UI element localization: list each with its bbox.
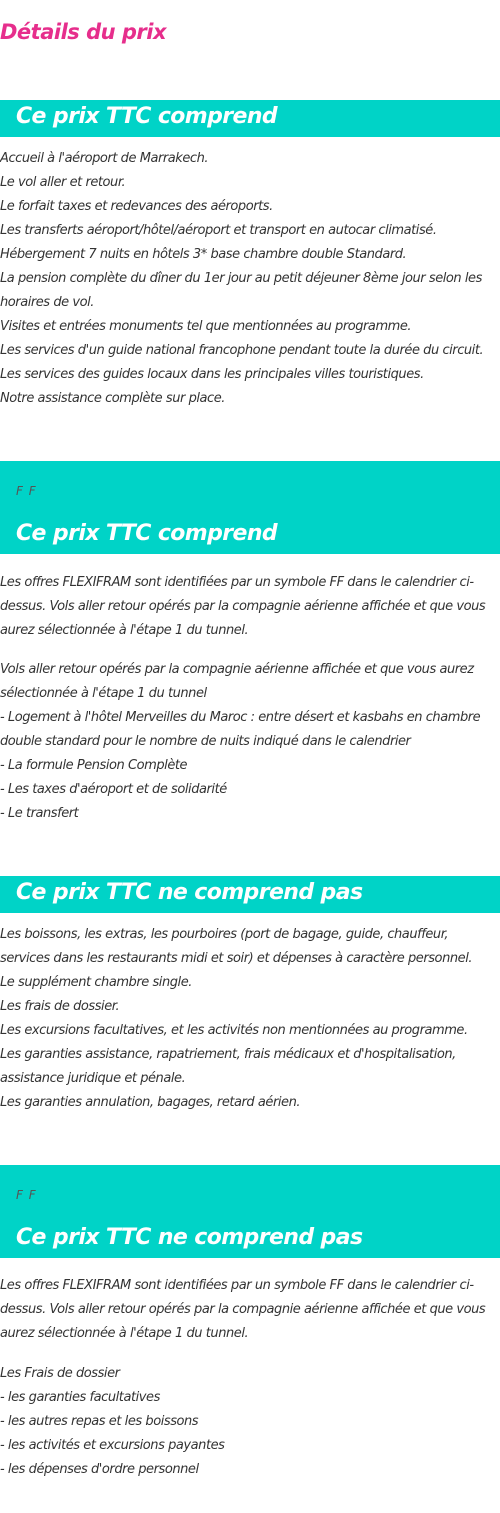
- section-title: Ce prix TTC ne comprend pas: [16, 1225, 363, 1250]
- text-line: Les frais de dossier.: [0, 999, 120, 1014]
- text-line: - les dépenses d'ordre personnel: [0, 1462, 199, 1477]
- section-header-ff-not-included: [0, 1165, 500, 1258]
- section-title: Ce prix TTC comprend: [16, 521, 278, 546]
- text-line: sélectionnée à l'étape 1 du tunnel: [0, 686, 207, 701]
- text-line: Les garanties annulation, bagages, retard aérien.: [0, 1095, 301, 1110]
- section-body-ff-included: [0, 571, 500, 643]
- text-line: La pension complète du dîner du 1er jour au petit déjeuner 8ème jour selon les: [0, 271, 482, 286]
- text-line: - La formule Pension Complète: [0, 758, 188, 773]
- text-line: Notre assistance complète sur place.: [0, 391, 225, 406]
- text-line: Les offres FLEXIFRAM sont identifiées par un symbole FF dans le calendrier ci-: [0, 1278, 474, 1293]
- text-line: Le forfait taxes et redevances des aéroports.: [0, 199, 273, 214]
- text-line: Accueil à l'aéroport de Marrakech.: [0, 151, 209, 166]
- text-line: - les autres repas et les boissons: [0, 1414, 199, 1429]
- text-line: aurez sélectionnée à l'étape 1 du tunnel.: [0, 623, 249, 638]
- text-line: - Les taxes d'aéroport et de solidarité: [0, 782, 227, 797]
- text-line: - Le transfert: [0, 806, 79, 821]
- text-line: Les transferts aéroport/hôtel/aéroport et transport en autocar climatisé.: [0, 223, 437, 238]
- text-line: Hébergement 7 nuits en hôtels 3* base chambre double Standard.: [0, 247, 407, 262]
- text-line: Le vol aller et retour.: [0, 175, 126, 190]
- flexifram-tag: F F: [16, 1188, 37, 1202]
- section-body-ff-not-included: [0, 1274, 500, 1346]
- text-line: Les services des guides locaux dans les principales villes touristiques.: [0, 367, 424, 382]
- text-line: Les garanties assistance, rapatriement, frais médicaux et d'hospitalisation,: [0, 1047, 456, 1062]
- text-line: Les services d'un guide national francophone pendant toute la durée du circuit.: [0, 343, 484, 358]
- text-line: dessus. Vols aller retour opérés par la compagnie aérienne affichée et que vous: [0, 599, 486, 614]
- text-line: Les Frais de dossier: [0, 1366, 120, 1381]
- text-line: Les excursions facultatives, et les activités non mentionnées au programme.: [0, 1023, 468, 1038]
- section-body-not-included: [0, 923, 500, 1115]
- text-line: assistance juridique et pénale.: [0, 1071, 186, 1086]
- section-body-ff-included-details: [0, 658, 500, 826]
- text-line: services dans les restaurants midi et soir) et dépenses à caractère personnel.: [0, 951, 473, 966]
- text-line: Vols aller retour opérés par la compagnie aérienne affichée et que vous aurez: [0, 662, 474, 677]
- section-header-ff-included: [0, 461, 500, 554]
- text-line: double standard pour le nombre de nuits indiqué dans le calendrier: [0, 734, 411, 749]
- text-line: horaires de vol.: [0, 295, 94, 310]
- text-line: dessus. Vols aller retour opérés par la compagnie aérienne affichée et que vous: [0, 1302, 486, 1317]
- text-line: aurez sélectionnée à l'étape 1 du tunnel.: [0, 1326, 249, 1341]
- flexifram-tag: F F: [16, 484, 37, 498]
- section-title: Ce prix TTC ne comprend pas: [16, 880, 363, 905]
- text-line: Les boissons, les extras, les pourboires (port de bagage, guide, chauffeur,: [0, 927, 449, 942]
- text-line: Les offres FLEXIFRAM sont identifiées par un symbole FF dans le calendrier ci-: [0, 575, 474, 590]
- text-line: - les garanties facultatives: [0, 1390, 160, 1405]
- section-body-included: [0, 147, 500, 411]
- text-line: - Logement à l'hôtel Merveilles du Maroc : entre désert et kasbahs en chambre: [0, 710, 481, 725]
- text-line: Visites et entrées monuments tel que mentionnées au programme.: [0, 319, 412, 334]
- section-header-included: [0, 100, 500, 137]
- section-body-ff-not-included-details: [0, 1362, 500, 1482]
- section-title: Ce prix TTC comprend: [16, 104, 278, 129]
- text-line: - les activités et excursions payantes: [0, 1438, 225, 1453]
- page-title: Détails du prix: [0, 20, 167, 44]
- text-line: Le supplément chambre single.: [0, 975, 192, 990]
- section-header-not-included: [0, 876, 500, 913]
